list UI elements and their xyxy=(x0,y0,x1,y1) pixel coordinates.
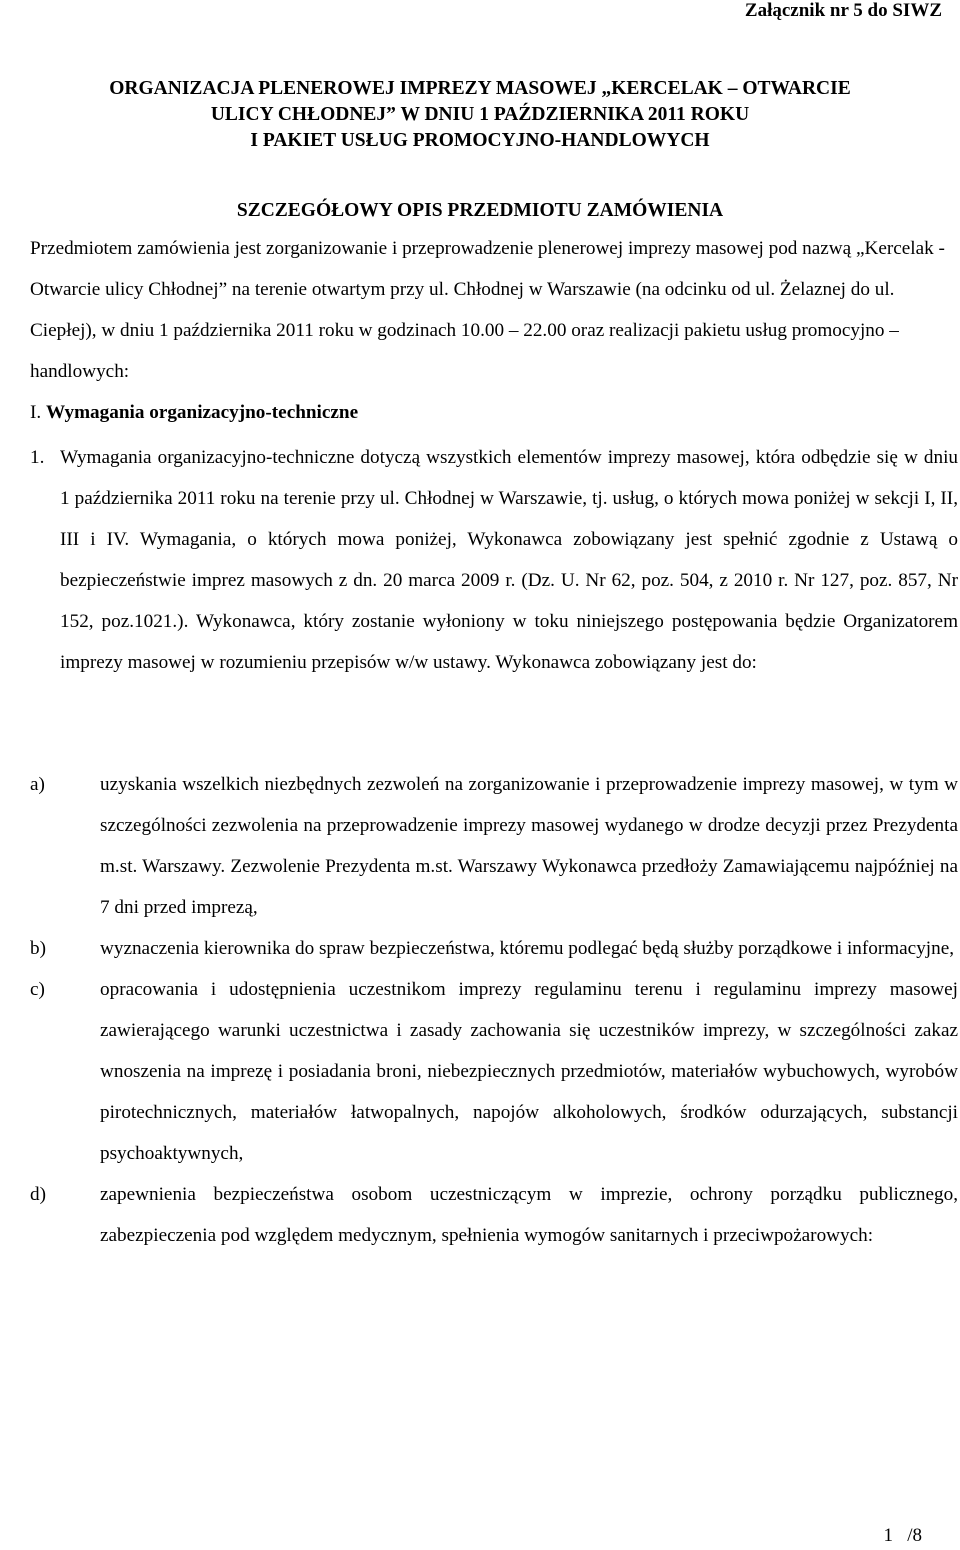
list-item-text: zapewnienia bezpieczeństwa osobom uczestniczącym w imprezie, ochrony porządku publicznego, zabezpieczenia pod względem medycznym, spełnienia wymogów sanitarnych i przeciwpożarowych: xyxy=(100,1184,958,1246)
list-item-label: d) xyxy=(30,1184,46,1205)
section-heading-text: Wymagania organizacyjno-techniczne xyxy=(46,402,359,423)
intro-paragraph: Przedmiotem zamówienia jest zorganizowanie i przeprowadzenie plenerowej imprezy masowej pod nazwą „Kercelak - Otwarcie ulicy Chłodnej” na terenie otwartym przy ul. Chłodnej w Warszawie (na odcinku od ul. Żelaznej do ul. Ciepłej), w dniu 1 października 2011 roku w godzinach 10.00 – 22.00 oraz realizacji pakietu usług promocyjno – handlowych: xyxy=(30,238,945,382)
list-item-text: opracowania i udostępnienia uczestnikom imprezy regulaminu terenu i regulaminu imprezy masowej zawierającego warunki uczestnictwa i zasady zachowania się uczestników imprezy, w szczególności zakaz wnoszenia na imprezę i posiadania broni, niebezpiecznych przedmiotów, materiałów wybuchowych, wyrobów pirotechnicznych, materiałów łatwopalnych, napojów alkoholowych, środków odurzających, substancji psychoaktywnych, xyxy=(100,979,958,1164)
list-item xyxy=(30,764,958,928)
document-title-line-2: ULICY CHŁODNEJ” W DNIU 1 PAŹDZIERNIKA 2011 ROKU xyxy=(210,104,750,125)
section-number: I. xyxy=(30,402,42,423)
obligations-list xyxy=(30,764,958,1256)
list-item-label: c) xyxy=(30,979,45,1000)
list-item xyxy=(30,969,958,1174)
document-title-line-1: ORGANIZACJA PLENEROWEJ IMPREZY MASOWEJ „KERCELAK – OTWARCIE xyxy=(109,78,851,99)
section-heading-I xyxy=(30,392,958,433)
attachment-label: Załącznik nr 5 do SIWZ xyxy=(744,0,942,21)
requirement-text: Wymagania organizacyjno-techniczne dotyczą wszystkich elementów imprezy masowej, która odbędzie się w dniu 1 października 2011 roku na terenie przy ul. Chłodnej w Warszawie, tj. usług, o których mowa poniżej w sekcji I, II, III i IV. Wymagania, o których mowa poniżej, Wykonawca zobowiązany jest spełnić zgodnie z Ustawą o bezpieczeństwie imprez masowych z dn. 20 marca 2009 r. (Dz. U. Nr 62, poz. 504, z 2010 r. Nr 127, poz. 857, Nr 152, poz.1021.). Wykonawca, który zostanie wyłoniony w toku niniejszego postępowania będzie Organizatorem imprezy masowej w rozumieniu przepisów w/w ustawy. Wykonawca zobowiązany jest do: xyxy=(60,447,958,673)
requirement-number: 1. xyxy=(30,447,45,468)
list-item-text: wyznaczenia kierownika do spraw bezpieczeństwa, któremu podlegać będą służby porządkowe i informacyjne, xyxy=(100,938,955,959)
requirement-1 xyxy=(30,437,958,683)
list-item-label: a) xyxy=(30,774,45,795)
section-title: SZCZEGÓŁOWY OPIS PRZEDMIOTU ZAMÓWIENIA xyxy=(236,200,724,221)
list-item xyxy=(30,1174,958,1256)
document-title-line-3: I PAKIET USŁUG PROMOCYJNO-HANDLOWYCH xyxy=(250,130,710,151)
list-item-label: b) xyxy=(30,938,46,959)
list-item-text: uzyskania wszelkich niezbędnych zezwoleń na zorganizowanie i przeprowadzenie imprezy masowej, w tym w szczególności zezwolenia na przeprowadzenie imprezy masowej wydanego w drodze decyzji przez Prezydenta m.st. Warszawy. Zezwolenie Prezydenta m.st. Warszawy Wykonawca przedłoży Zamawiającemu najpóźniej na 7 dni przed imprezą, xyxy=(100,774,958,918)
intro-block xyxy=(30,228,958,433)
document-title xyxy=(0,76,960,154)
page-number: 1 /8 xyxy=(883,1525,922,1546)
list-item xyxy=(30,928,958,969)
